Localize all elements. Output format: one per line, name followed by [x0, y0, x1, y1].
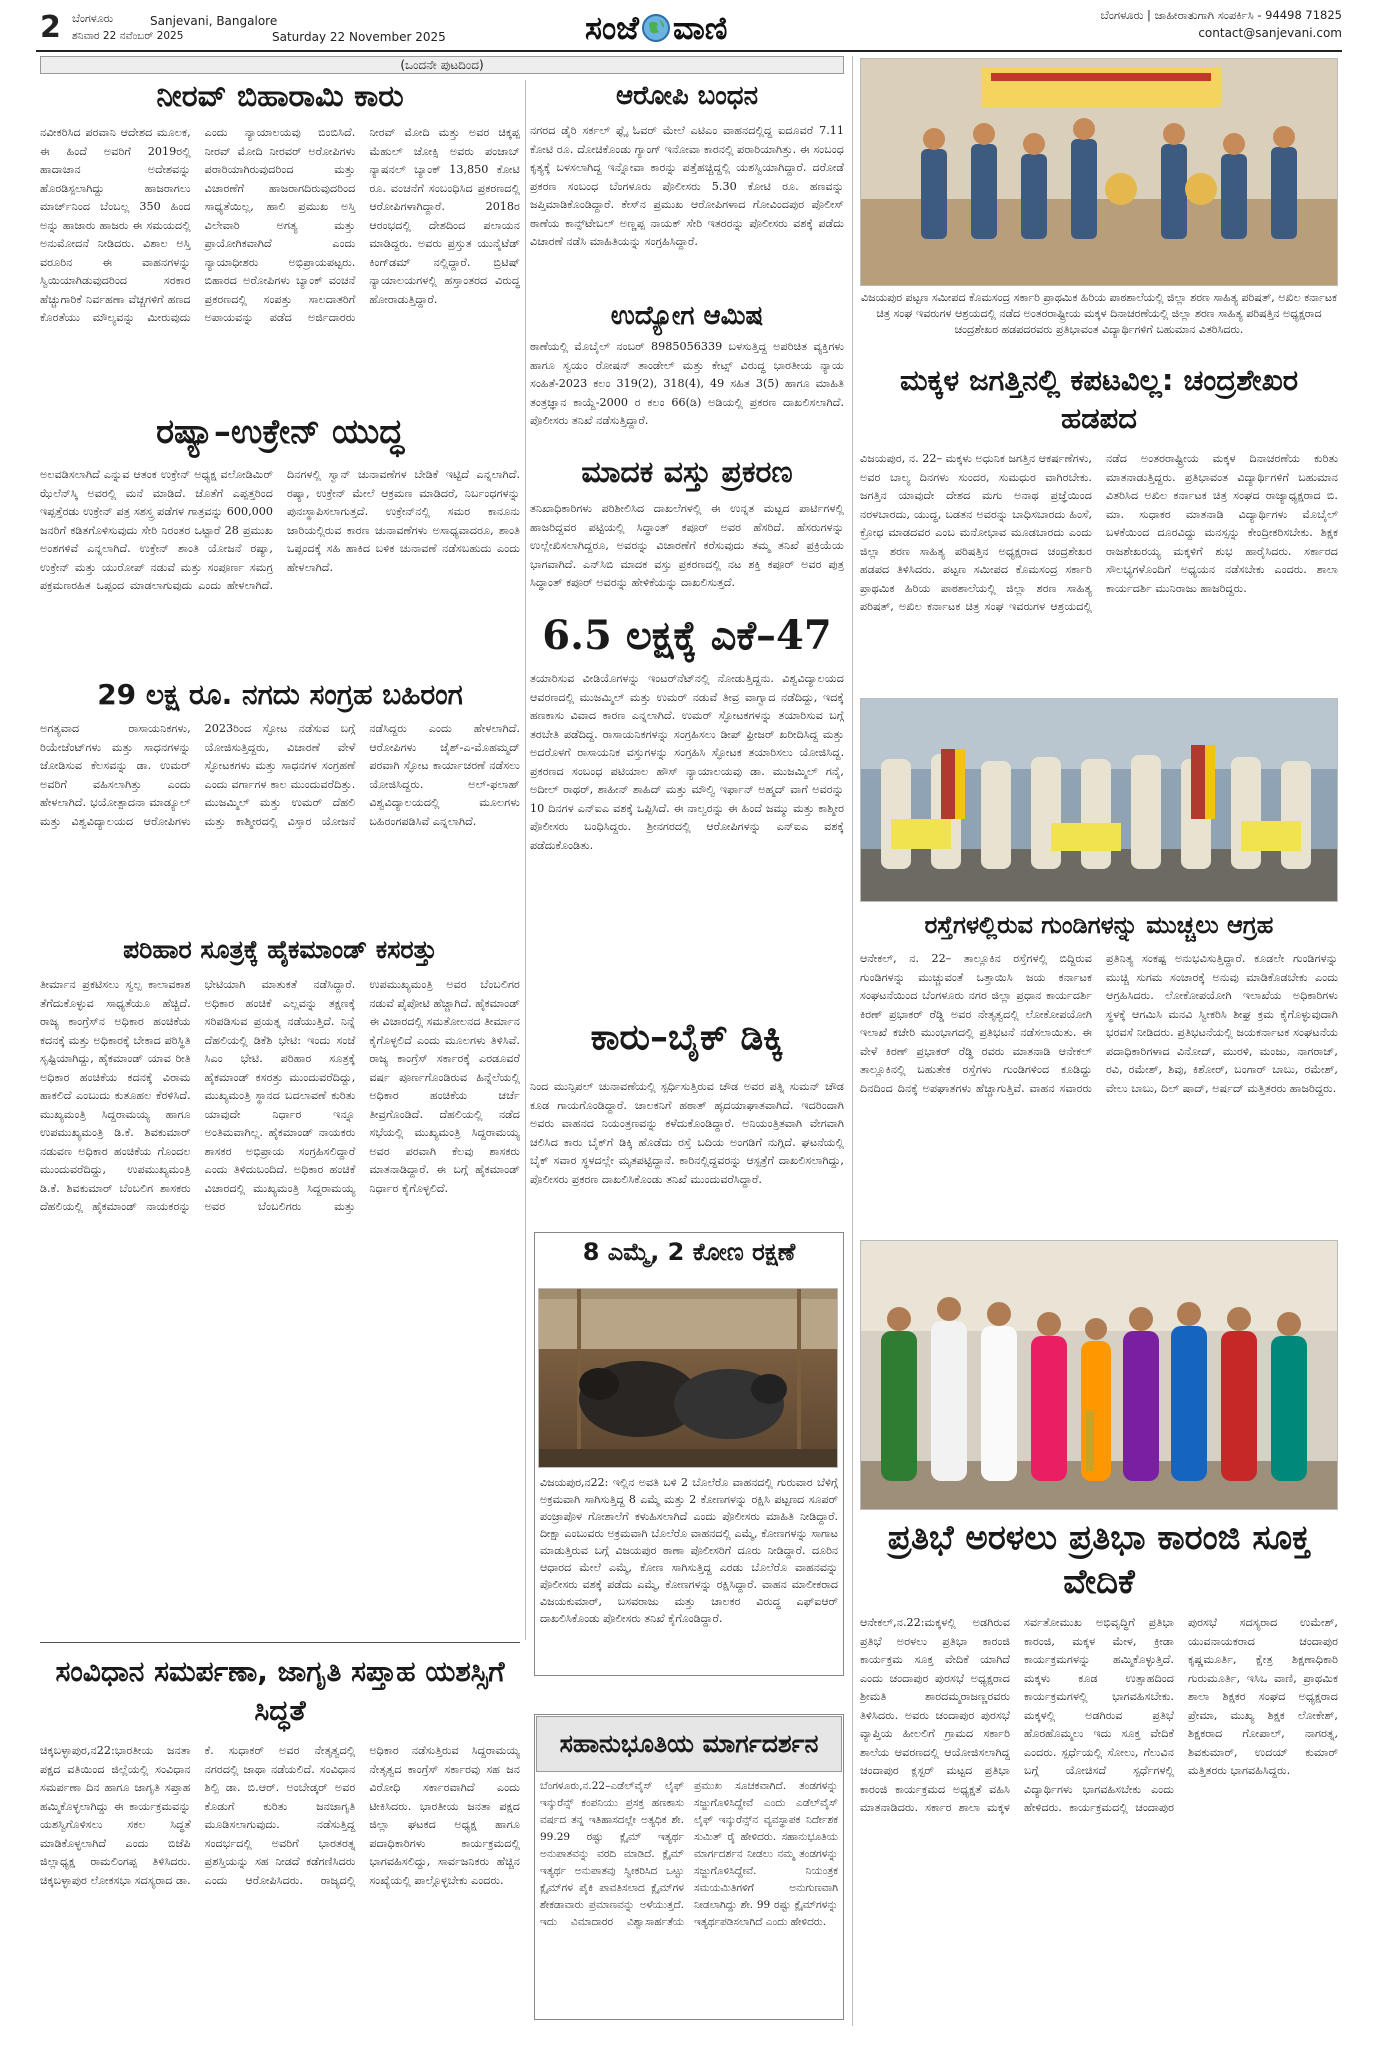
story-pratibha-body: ಆನೇಕಲ್,ನ.22:ಮಕ್ಕಳಲ್ಲಿ ಅಡಗಿರುವ ಪ್ರತಿಭೆ ಅರಳಲು ಪ್ರತಿಭಾ ಕಾರಂಜಿ ಕಾರ್ಯಕ್ರಮ ಸೂಕ್ತ ವೇದಿಕೆ ಯಾಗಿದೆ ಎಂದು ಚಂದಾಪುರ ಪುರಸಭೆ ಅಧ್ಯಕ್ಷರಾದ ಶ್ರೀಮತಿ ಶಾರದಮ್ಮರಾಜಣ್ಣರವರು ತಿಳಿಸಿದರು. ಅವರು ಚಂದಾಪುರ ಪುರಸಭೆ ವ್ಯಾಪ್ತಿಯ ಹೀಲಲಿಗೆ ಗ್ರಾಮದ ಸರ್ಕಾರಿ ಶಾಲೆಯ ಆವರಣದಲ್ಲಿ ಆಯೋಜಿಸಲಾಗಿದ್ದ ಚಂದಾಪುರ ಕ್ಲಸ್ಟರ್ ಮಟ್ಟದ ಪ್ರತಿಭಾ ಕಾರಂಜಿ ಕಾರ್ಯಕ್ರಮದ ಅಧ್ಯಕ್ಷತೆ ವಹಿಸಿ ಮಾತನಾಡಿದರು. ಸರ್ಕಾರ ಶಾಲಾ ಮಕ್ಕಳ ಸರ್ವತೋಮುಖ ಅಭಿವೃದ್ಧಿಗೆ ಪ್ರತಿಭಾ ಕಾರಂಜಿ, ಮಕ್ಕಳ ಮೇಳ, ಕ್ರೀಡಾ ಕಾರ್ಯಕ್ರಮಗಳನ್ನು ಹಮ್ಮಿಕೊಳ್ಳುತ್ತಿದೆ. ಮಕ್ಕಳು ಕೂಡ ಉತ್ಸಾಹದಿಂದ ಕಾರ್ಯಕ್ರಮಗಳಲ್ಲಿ ಭಾಗವಹಿಸಬೇಕು. ಮಕ್ಕಳಲ್ಲಿ ಅಡಗಿರುವ ಪ್ರತಿಭೆ ಹೊರಹೊಮ್ಮಲು ಇದು ಸೂಕ್ತ ವೇದಿಕೆ ಎಂದರು. ಸ್ಪರ್ಧೆಯಲ್ಲಿ ಸೋಲು, ಗೆಲುವಿನ ಬಗ್ಗೆ ಯೋಚಿಸದೆ ಸ್ಪರ್ಧೆಗಳಲ್ಲಿ ವಿದ್ಯಾರ್ಥಿಗಳು ಭಾಗವಹಿಸಬೇಕು ಎಂದು ಹೇಳಿದರು. ಕಾರ್ಯಕ್ರಮದಲ್ಲಿ ಚಂದಾಪುರ ಪುರಸಭೆ ಸದಸ್ಯರಾದ ಉಮೇಶ್, ಯುವನಾಯಕರಾದ ಚಂದಾಪುರ ಕೃಷ್ಣಮೂರ್ತಿ, ಕ್ಷೇತ್ರ ಶಿಕ್ಷಣಾಧಿಕಾರಿ ಗುರುಮೂರ್ತಿ, ಇಸಿಒ ವಾಣಿ, ಪ್ರಾಥಮಿಕ ಶಾಲಾ ಶಿಕ್ಷಕರ ಸಂಘದ ಅಧ್ಯಕ್ಷರಾದ ಪ್ರೇಮಾ, ಮುಖ್ಯ ಶಿಕ್ಷಕ ಲೋಕೇಶ್, ಶಿಕ್ಷಕರಾದ ಗೋಪಾಲ್, ನಾಗರತ್ನ, ಶಿವಕುಮಾರ್, ಉದಯ್ ಕುಮಾರ್ ಮತ್ತಿತರರು ಭಾಗವಹಿಸಿದ್ದರು.: [860, 1616, 1338, 1814]
story-potholes-headline: ರಸ್ತೆಗಳಲ್ಲಿರುವ ಗುಂಡಿಗಳನ್ನು ಮುಚ್ಚಲು ಆಗ್ರಹ: [924, 911, 1274, 939]
story-pratibha-headline: ಪ್ರತಿಭೆ ಅರಳಲು ಪ್ರತಿಭಾ ಕಾರಂಜಿ ಸೂಕ್ತ ವೇದಿಕೆ: [887, 1518, 1311, 1603]
story-nirav-body: ನವೀಕರಿಸಿದ ಪರವಾನಿ ಆದೇಶದ ಮೂಲಕ, ಈ ಹಿಂದೆ ಅವರಿಗೆ 2019ರಲ್ಲಿ ಹಾದಾಚಾನ ಅದೇಶವನ್ನು ಹೊರಡಿಸ್ಪಲಾಗಿದ್ದು ಹಾಜರಾಗಲು ಮಾರ್ಚ್‌ನಿಂದ ಬೆಂಬಲ್ಲ 350 ಹಿಂದ ಅನ್ನು ಹಾಜಾರು ಹಾಜರು ಈ ಸಮಯದಲ್ಲಿ ಅನುಮೋದನೆ ನೀಡಿದರು. ವಿಶಾಲ ಅಸ್ತಿ ವರೂರಿನ ಈ ವಾಹನಗಳನ್ನು ಸ್ವಿಯಿಯಾಗಿಡುವುದರಿಂದ ಸರಕಾರ ಹೆಚ್ಚುಗಾರಿಕೆ ನಿರ್ವಹಣಾ ವೆಚ್ಚಗಳಿಗೆ ಹಣದ ಕೊರತೆಯು ಮೌಲ್ಯವನ್ನು ಮೀರುವುದು ಎಂದು ನ್ಯಾಯಾಲಯವು ಬಿಂಬಿಸಿದೆ. ನೀರವ್ ಮೋದಿ ನೀರವರ್ ಅರೋಪಿಗಳು ಪರಾರಿಯಾಗಿರುವುದರಿಂದ ಮತ್ತು ವಿಚಾರಣೆಗೆ ಹಾಜರಾಗದಿರುವುದರಿಂದ ಸಾಧ್ಯತೆಯಿಲ್ಲ, ಹಾಲಿ ಪ್ರಮುಖ ಅಸ್ತಿ ವಿಲೇವಾರಿ ಅಗತ್ಯ ಮತ್ತು ಪ್ರಾಯೋಗಿಕವಾಗಿದೆ ಎಂದು ನ್ಯಾಯಾಧೀಶರು ಅಭಿಪ್ರಾಯಪಟ್ಟರು. ಬಿಹಾರದ ಅರೋಪಿಗಳು ಬ್ಯಾಂಕ್ ವಂಚನೆ ಪ್ರಕರಣದಲ್ಲಿ ಸಂಪತ್ತು ಸಾಲದಾತರಿಗೆ ಅಪಾಯವನ್ನು ಪಡೆದ ಅರ್ಜಿದಾರರು ನೀರವ್ ಮೋದಿ ಮತ್ತು ಅವರ ಚಿಕ್ಕಪ್ಪ ಮೆಹುಲ್ ಚೋಕ್ಸಿ ಅವರು ಪಂಜಾಬ್ ನ್ಯಾಷನಲ್ ಬ್ಯಾಂಕ್ 13,850 ಕೋಟಿ ರೂ. ವಂಚನೆಗೆ ಸಂಬಂಧಿಸಿದ ಪ್ರಕರಣದಲ್ಲಿ ಆರೋಪಿಗಳಾಗಿದ್ದಾರೆ. 2018ರ ಆರಂಭದಲ್ಲಿ ದೇಶದಿಂದ ಪಲಾಯನ ಮಾಡಿದ್ದರು. ಅವರು ಪ್ರಸ್ತುತ ಯುನೈಟೆಡ್ ಕಿಂಗ್‌ಡಮ್ ನಲ್ಲಿದ್ದಾರೆ. ಬ್ರಿಟಿಷ್ ನ್ಯಾಯಾಲಯಗಳಲ್ಲಿ ಹಸ್ತಾಂತರದ ವಿರುದ್ಧ ಹೋರಾಡುತ್ತಿದ್ದಾರೆ.: [40, 126, 520, 324]
continued-label: (ಒಂದನೇ ಪುಟದಿಂದ): [40, 56, 844, 74]
story-sahanubhuti-body: ಬೆಂಗಳೂರು,ನ.22–ಎಡೆಲ್‌ವೈಸ್ ಲೈಫ್ ಇನ್ಶುರೆನ್ಸ್ ಕಂಪನಿಯು ಪ್ರಸಕ್ತ ಹಣಕಾಸು ವರ್ಷದ ತನ್ನ ಇತಿಹಾಸದಲ್ಲೇ ಅತ್ಯಧಿಕ ಶೇ. 99.29 ರಷ್ಟು ಕ್ಲೈಮ್ ಇತ್ಯರ್ಥ ಅನುಪಾತವನ್ನು ವರದಿ ಮಾಡಿದೆ. ಕ್ಲೈಮ್ ಇತ್ಯರ್ಥ ಅನುಪಾತವು ಸ್ವೀಕರಿಸಿದ ಒಟ್ಟು ಕ್ಲೈಮ್‌ಗಳ ಪೈಕಿ ಪಾವತಿಸಲಾದ ಕ್ಲೈಮ್‌ಗಳ ಶೇಕಡಾವಾರು ಪ್ರಮಾಣವನ್ನು ಅಳೆಯುತ್ತದೆ. ಇದು ವಿಮಾದಾರರ ವಿಶ್ವಾಸಾರ್ಹತೆಯ ಪ್ರಮುಖ ಸೂಚಕವಾಗಿದೆ. ತಂಡಗಳನ್ನು ಸಜ್ಜುಗೊಳಿಸಿದ್ದೇವೆ ಎಂದು ಎಡೆಲ್‌ವೈಸ್ ಲೈಫ್ ಇನ್ಶುರೆನ್ಸ್‌ನ ವ್ಯವಸ್ಥಾಪಕ ನಿರ್ದೇಶಕ ಸುಮಿತ್ ರೈ ಹೇಳಿದರು. ಸಹಾನುಭೂತಿಯ ಮಾರ್ಗದರ್ಶನ ನೀಡಲು ನಮ್ಮ ತಂಡಗಳನ್ನು ಸಜ್ಜುಗೊಳಿಸಿದ್ದೇವೆ. ನಿಯಂತ್ರಕ ಸಮಯಮಿತಿಗಳಿಗೆ ಅನುಗುಣವಾಗಿ ನೀಡಲಾಗಿದ್ದು ಶೇ. 99 ರಷ್ಟು ಕ್ಲೈಮ್‌ಗಳನ್ನು ಇತ್ಯರ್ಥಪಡಿಸಲಾಗಿದೆ ಎಂದು ಹೇಳಿದರು.: [540, 1780, 838, 1928]
masthead-left: ಸಂಜೆ: [585, 8, 639, 47]
story-drugs-body: ತನಿಖಾಧಿಕಾರಿಗಳು ಪರಿಶೀಲಿಸಿದ ದಾಖಲೆಗಳಲ್ಲಿ ಈ ಉನ್ನತ ಮಟ್ಟದ ಪಾರ್ಟಿಗಳಲ್ಲಿ ಹಾಜರಿದ್ದವರ ಪಟ್ಟಿಯಲ್ಲಿ ಸಿದ್ಧಾಂತ್ ಕಪೂರ್ ಅವರ ಹೆಸರಿದೆ. ಹೆಸರುಗಳನ್ನು ಉಲ್ಲೇಖಿಸಲಾಗಿದ್ದರೂ, ಅವರನ್ನು ವಿಚಾರಣೆಗೆ ಕರೆಸುವುದು ತಮ್ಮ ತನಿಖೆ ಪ್ರಕ್ರಿಯೆಯ ಭಾಗವಾಗಿದೆ. ಎನ್‌ಸಿಬಿ ಮಾದಕ ವಸ್ತು ಪ್ರಕರಣದಲ್ಲಿ ನಟ ಶಕ್ತಿ ಕಪೂರ್ ಅವರ ಪುತ್ರ ಸಿದ್ಧಾಂತ್ ಕಪೂರ್ ಅವರನ್ನು ಹೇಳಿಕೆಯನ್ನು ದಾಖಲಿಸುತ್ತದೆ.: [530, 502, 844, 589]
story-cash-body: ಅಗತ್ಯವಾದ ರಾಸಾಯನಿಕಗಳು, ರಿಯೇಜೆಂಟ್‌ಗಳು ಮತ್ತು ಸಾಧನಗಳನ್ನು ಜೋಡಿಸುವ ಕೆಲಸವನ್ನು ಡಾ. ಉಮರ್ ಅವರಿಗೆ ವಹಿಸಲಾಗಿತ್ತು ಎಂದು ಹೇಳಲಾಗಿದೆ. ಭಯೋತ್ಪಾದನಾ ಮಾಡ್ಯೂಲ್ ಮತ್ತು ವಿಶ್ವವಿದ್ಯಾಲಯದ ಆರೋಪಿಗಳು 2023ರಿಂದ ಸ್ಫೋಟ ನಡೆಸುವ ಬಗ್ಗೆ ಯೋಜಿಸುತ್ತಿದ್ದರು, ವಿಚಾರಣೆ ವೇಳೆ ಸ್ಫೋಟಕಗಳು ಮತ್ತು ಸಾಧನಗಳ ಸಂಗ್ರಹಣೆ ಎಂದು ವರ್ಗಾಗಳ ಕಾಲ ಮುಂದುವರೆದಿತ್ತು. ಮುಜಮ್ಮಿಲ್ ಮತ್ತು ಉಮರ್ ದೆಹಲಿ ಮತ್ತು ಕಾಶ್ಮೀರದಲ್ಲಿ ವಿಸ್ತಾರ ಯೋಜನೆ ನಡೆಸಿದ್ದರು ಎಂದು ಹೇಳಲಾಗಿದೆ. ಆರೋಪಿಗಳು ಜೈಶ್-ಎ-ಮೊಹಮ್ಮದ್ ಪರವಾಗಿ ಸ್ಫೋಟ ಕಾರ್ಯಾಚರಣೆ ನಡೆಸಲು ಯೋಜಿಸಿದ್ದರು. ಅಲ್-ಫಲಾಹ್ ವಿಶ್ವವಿದ್ಯಾಲಯದಲ್ಲಿ ಮೂಲಗಳು ಬಹಿರಂಗಪಡಿಸಿವೆ ಎನ್ನಲಾಗಿದೆ.: [40, 722, 520, 828]
protest-image: [861, 699, 1338, 902]
story-highcommand-headline: ಪರಿಹಾರ ಸೂತ್ರಕ್ಕೆ ಹೈಕಮಾಂಡ್ ಕಸರತ್ತು: [123, 935, 437, 964]
story-highcommand-body: ತೀರ್ಮಾನ ಪ್ರಕಟಿಸಲು ಸ್ವಲ್ಪ ಕಾಲಾವಕಾಶ ತೆಗೆದುಕೊಳ್ಳುವ ಸಾಧ್ಯತೆಯೂ ಹೆಚ್ಚಿದೆ. ರಾಜ್ಯ ಕಾಂಗ್ರೆಸ್‌ನ ಅಧಿಕಾರ ಹಂಚಿಕೆಯ ಕದನಕ್ಕೆ ಮತ್ತು ಅಧಿಕಾರಕ್ಕೆ ಬೇಕಾದ ಪರಿಸ್ಥಿತಿ ಸೃಷ್ಟಿಯಾಗಿದ್ದು, ಹೈಕಮಾಂಡ್ ಯಾವ ರೀತಿ ಅಧಿಕಾರ ಹಂಚಿಕೆಯ ಕದನಕ್ಕೆ ವಿರಾಮ ಹಾಕಲಿದೆ ಎಂಬುದು ಕುತೂಹಲ ಕೆರಳಿಸಿದೆ. ಮುಖ್ಯಮಂತ್ರಿ ಸಿದ್ದರಾಮಯ್ಯ ಹಾಗೂ ಉಪಮುಖ್ಯಮಂತ್ರಿ ಡಿ.ಕೆ. ಶಿವಕುಮಾರ್ ನಡುವಣ ಅಧಿಕಾರ ಹಂಚಿಕೆಯ ಗೊಂದಲ ಮುಂದುವರೆದಿದ್ದು, ಉಪಮುಖ್ಯಮಂತ್ರಿ ಡಿ.ಕೆ. ಶಿವಕುಮಾರ್ ಬೆಂಬಲಿಗ ಶಾಸಕರು ದೆಹಲಿಯಲ್ಲಿ ಹೈಕಮಾಂಡ್ ನಾಯಕರನ್ನು ಭೇಟಿಯಾಗಿ ಮಾತುಕತೆ ನಡೆಸಿದ್ದಾರೆ. ಅಧಿಕಾರ ಹಂಚಿಕೆ ಎಲ್ಲವನ್ನು ತಕ್ಷಣಕ್ಕೆ ಸರಿಪಡಿಸುವ ಪ್ರಯತ್ನ ನಡೆಯುತ್ತಿದೆ. ನಿನ್ನೆ ದೆಹಲಿಯಲ್ಲಿ ಡಿಕೆಶಿ ಭೇಟಿ: ಇಂದು ಸಂಜೆ ಸಿಎಂ ಭೇಟಿ. ಪರಿಹಾರ ಸೂತ್ರಕ್ಕೆ ಹೈಕಮಾಂಡ್ ಕಸರತ್ತು ಮುಂದುವರೆದಿದ್ದು, ಮುಖ್ಯಮಂತ್ರಿ ಸ್ಥಾನದ ಬದಲಾವಣೆ ಕುರಿತು ಯಾವುದೇ ನಿರ್ಧಾರ ಇನ್ನೂ ಅಂತಿಮವಾಗಿಲ್ಲ. ಹೈಕಮಾಂಡ್ ನಾಯಕರು ಶಾಸಕರ ಅಭಿಪ್ರಾಯ ಸಂಗ್ರಹಿಸಲಿದ್ದಾರೆ ಎಂದು ತಿಳಿದುಬಂದಿದೆ. ಅಧಿಕಾರ ಹಂಚಿಕೆ ವಿಚಾರದಲ್ಲಿ ಮುಖ್ಯಮಂತ್ರಿ ಸಿದ್ದರಾಮಯ್ಯ ಅವರ ಬೆಂಬಲಿಗರು ಮತ್ತು ಉಪಮುಖ್ಯಮಂತ್ರಿ ಅವರ ಬೆಂಬಲಿಗರ ನಡುವೆ ಪೈಪೋಟಿ ಹೆಚ್ಚಾಗಿದೆ. ಹೈಕಮಾಂಡ್ ಈ ವಿಚಾರದಲ್ಲಿ ಸಮತೋಲನದ ತೀರ್ಮಾನ ಕೈಗೊಳ್ಳಲಿದೆ ಎಂದು ಮೂಲಗಳು ತಿಳಿಸಿವೆ. ರಾಜ್ಯ ಕಾಂಗ್ರೆಸ್ ಸರ್ಕಾರಕ್ಕೆ ಎರಡೂವರೆ ವರ್ಷ ಪೂರ್ಣಗೊಂಡಿರುವ ಹಿನ್ನೆಲೆಯಲ್ಲಿ ಅಧಿಕಾರ ಹಂಚಿಕೆಯ ಚರ್ಚೆ ತೀವ್ರಗೊಂಡಿದೆ. ದೆಹಲಿಯಲ್ಲಿ ನಡೆದ ಸಭೆಯಲ್ಲಿ ಮುಖ್ಯಮಂತ್ರಿ ಸಿದ್ದರಾಮಯ್ಯ ಅವರ ಪರವಾಗಿ ಕೆಲವು ಶಾಸಕರು ಮಾತನಾಡಿದ್ದಾರೆ. ಈ ಬಗ್ಗೆ ಹೈಕಮಾಂಡ್ ನಿರ್ಧಾರ ಕೈಗೊಳ್ಳಲಿದೆ.: [40, 978, 520, 1213]
story-job-headline: ಉದ್ಯೋಗ ಆಮಿಷ: [610, 301, 764, 331]
header-city: ಬೆಂಗಳೂರು: [72, 12, 114, 25]
story-ak47-headline: 6.5 ಲಕ್ಷಕ್ಕೆ ಎಕೆ–47: [542, 612, 832, 659]
buffalo-body: ವಿಜಯಪುರ,ನ22: ಇಲ್ಲಿನ ಅವತಿ ಬಳಿ 2 ಬೊಲೆರೊ ವಾಹನದಲ್ಲಿ ಗುರುವಾರ ಬೆಳಿಗ್ಗೆ ಅಕ್ರಮವಾಗಿ ಸಾಗಿಸುತ್ತಿದ್ದ 8 ಎಮ್ಮೆ ಮತ್ತು 2 ಕೋಣಗಳನ್ನು ರಕ್ಷಿಸಿ ಪಟ್ಟಣದ ಸೂಪರ್ ಪಂಜ್ರಾಪೊಳ ಗೋಶಾಲೆಗೆ ಕಳುಹಿಸಲಾಗಿದೆ ಎಂದು ಪೊಲೀಸರು ಮಾಹಿತಿ ನೀಡಿದ್ದಾರೆ. ದೀಕ್ಷಾ ಎಂಬುವರು ಅಕ್ರಮವಾಗಿ ಬೊಲೆರೊ ವಾಹನದಲ್ಲಿ ಎಮ್ಮೆ, ಕೋಣಗಳನ್ನು ಸಾಗಾಟ ಮಾಡುತ್ತಿರುವ ಬಗ್ಗೆ ವಿಜಯಪುರ ಠಾಣಾ ಪೊಲೀಸರಿಗೆ ದೂರು ನೀಡಿದ್ದಾರೆ. ದೂರಿನ ಆಧಾರದ ಮೇಲೆ ಎಮ್ಮೆ, ಕೋಣ ಸಾಗಿಸುತ್ತಿದ್ದ ಎರಡು ಬೊಲೆರೊ ವಾಹನವನ್ನು ಪೊಲೀಸರು ವಶಕ್ಕೆ ಪಡೆದು ಎಮ್ಮೆ, ಕೋಣಗಳನ್ನು ರಕ್ಷಿಸಿದ್ದಾರೆ. ವಾಹನ ಮಾಲೀಕರಾದ ವಿಜಯಕುಮಾರ್, ಬಸವರಾಜು ಮತ್ತು ಚಾಲಕರ ವಿರುದ್ಧ ಎಫ್‌ಐಆರ್ ದಾಖಲಿಸಿಕೊಂಡು ಪೊಲೀಸರು ತನಿಖೆ ಕೈಗೊಂಡಿದ್ದಾರೆ.: [540, 1476, 838, 1625]
header-date-en: Saturday 22 November 2025: [272, 30, 446, 44]
story-potholes-body: ಆನೇಕಲ್, ನ. 22– ತಾಲ್ಲೂಕಿನ ರಸ್ತೆಗಳಲ್ಲಿ ಬಿದ್ದಿರುವ ಗುಂಡಿಗಳನ್ನು ಮುಚ್ಚುವಂತೆ ಒತ್ತಾಯಿಸಿ ಜಯ ಕರ್ನಾಟಕ ಸಂಘಟನೆಯಿಂದ ಬೆಂಗಳೂರು ನಗರ ಜಿಲ್ಲಾ ಪ್ರಧಾನ ಕಾರ್ಯದರ್ಶಿ ಕಿರಣ್ ಪ್ರಭಾಕರ್ ರೆಡ್ಡಿ ಅವರ ನೇತೃತ್ವದಲ್ಲಿ ಲೋಕೋಪಯೋಗಿ ಇಲಾಖೆ ಕಚೇರಿ ಮುಂಭಾಗದಲ್ಲಿ ಪ್ರತಿಭಟನೆ ನಡೆಸಲಾಯಿತು. ಈ ವೇಳೆ ಕಿರಣ್ ಪ್ರಭಾಕರ್ ರೆಡ್ಡಿ ರವರು ಮಾತನಾಡಿ ಆನೇಕಲ್ ತಾಲ್ಲೂಕಿನಲ್ಲಿ ಬಹುತೇಕ ರಸ್ತೆಗಳು ಗುಂಡಿಗಳಿಂದ ಕೂಡಿದ್ದು ದಿನದಿಂದ ದಿನಕ್ಕೆ ಅಪಘಾತಗಳು ಹೆಚ್ಚಾಗುತ್ತಿವೆ. ವಾಹನ ಸವಾರರು ಪ್ರತಿನಿತ್ಯ ಸಂಕಷ್ಟ ಅನುಭವಿಸುತ್ತಿದ್ದಾರೆ. ಕೂಡಲೇ ಗುಂಡಿಗಳನ್ನು ಮುಚ್ಚಿ ಸುಗಮ ಸಂಚಾರಕ್ಕೆ ಅನುವು ಮಾಡಿಕೊಡಬೇಕು ಎಂದು ಆಗ್ರಹಿಸಿದರು. ಲೋಕೋಪಯೋಗಿ ಇಲಾಖೆಯ ಅಧಿಕಾರಿಗಳು ಸ್ಥಳಕ್ಕೆ ಆಗಮಿಸಿ ಮನವಿ ಸ್ವೀಕರಿಸಿ ಶೀಘ್ರ ಕ್ರಮ ಕೈಗೊಳ್ಳುವುದಾಗಿ ಭರವಸೆ ನೀಡಿದರು. ಪ್ರತಿಭಟನೆಯಲ್ಲಿ ಜಯಕರ್ನಾಟಕ ಸಂಘಟನೆಯ ಪದಾಧಿಕಾರಿಗಳಾದ ವಿನೋದ್, ಮುರಳಿ, ಮಂಜು, ನಾಗರಾಜ್, ರವಿ, ರಮೇಶ್, ಶಿವು, ಕಿಶೋರ್, ಬಂಗಾರ್ ಬಾಬು, ರಮೇಶ್, ವೇಲು ಬಾಬು, ದಿಲ್ ಷಾದ್, ಅರ್ಷದ್ ಮತ್ತಿತರರು ಹಾಜರಿದ್ದರು.: [860, 952, 1338, 1095]
story-constitution-headline: ಸಂವಿಧಾನ ಸಮರ್ಪಣಾ, ಜಾಗೃತಿ ಸಪ್ತಾಹ ಯಶಸ್ಸಿಗೆ ಸಿದ್ಧತೆ: [55, 1655, 505, 1728]
story-arrest-headline: ಆರೋಪಿ ಬಂಧನ: [615, 81, 759, 111]
story-hadapada-headline: ಮಕ್ಕಳ ಜಗತ್ತಿನಲ್ಲಿ ಕಪಟವಿಲ್ಲ: ಚಂದ್ರಶೇಖರ ಹಡಪದ: [899, 363, 1299, 435]
story-nirav-headline: ನೀರವ್ ಬಿಹಾರಾಮಿ ಕಾರು: [156, 79, 404, 114]
photo-protest: [860, 698, 1338, 902]
buffalo-headline: 8 ಎಮ್ಮೆ, 2 ಕೋಣ ರಕ್ಷಣೆ: [582, 1238, 796, 1266]
story-drugs-headline: ಮಾದಕ ವಸ್ತು ಪ್ರಕರಣ: [581, 455, 793, 490]
globe-icon: [641, 13, 671, 43]
story-constitution-body: ಚಿಕ್ಕಬಳ್ಳಾಪುರ,ನ22:ಭಾರತೀಯ ಜನತಾ ಪಕ್ಷದ ವತಿಯಿಂದ ಜಿಲ್ಲೆಯಲ್ಲಿ ಸಂವಿಧಾನ ಸಮರ್ಪಣಾ ದಿನ ಹಾಗೂ ಜಾಗೃತಿ ಸಪ್ತಾಹ ಹಮ್ಮಿಕೊಳ್ಳಲಾಗಿದ್ದು ಈ ಕಾರ್ಯಕ್ರಮವನ್ನು ಯಶಸ್ವಿಗೊಳಿಸಲು ಸಕಲ ಸಿದ್ಧತೆ ಮಾಡಿಕೊಳ್ಳಲಾಗಿದೆ ಎಂದು ಬಿಜೆಪಿ ಜಿಲ್ಲಾಧ್ಯಕ್ಷ ರಾಮಲಿಂಗಪ್ಪ ತಿಳಿಸಿದರು. ಚಿಕ್ಕಬಳ್ಳಾಪುರ ಲೋಕಸಭಾ ಸದಸ್ಯರಾದ ಡಾ. ಕೆ. ಸುಧಾಕರ್ ಅವರ ನೇತೃತ್ವದಲ್ಲಿ ನಗರದಲ್ಲಿ ಜಾಥಾ ನಡೆಯಲಿದೆ. ಸಂವಿಧಾನ ಶಿಲ್ಪಿ ಡಾ. ಬಿ.ಆರ್. ಅಂಬೇಡ್ಕರ್ ಅವರ ಕೊಡುಗೆ ಕುರಿತು ಜನಜಾಗೃತಿ ಮೂಡಿಸಲಾಗುವುದು. ನಡೆಸುತ್ತಿದ್ದ ಸಂದರ್ಭದಲ್ಲಿ ಅವರಿಗೆ ಭಾರತರತ್ನ ಪ್ರಶಸ್ತಿಯನ್ನು ಸಹ ನೀಡದೆ ಕಡೆಗಣಿಸಿದರು ಎಂದು ಆರೋಪಿಸಿದರು. ರಾಜ್ಯದಲ್ಲಿ ಅಧಿಕಾರ ನಡೆಸುತ್ತಿರುವ ಸಿದ್ದರಾಮಯ್ಯ ನೇತೃತ್ವದ ಕಾಂಗ್ರೆಸ್ ಸರ್ಕಾರವು ಸಹ ಜನ ವಿರೋಧಿ ಸರ್ಕಾರವಾಗಿದೆ ಎಂದು ಟೀಕಿಸಿದರು. ಭಾರತೀಯ ಜನತಾ ಪಕ್ಷದ ಜಿಲ್ಲಾ ಘಟಕದ ಅಧ್ಯಕ್ಷ ಹಾಗೂ ಪದಾಧಿಕಾರಿಗಳು ಕಾರ್ಯಕ್ರಮದಲ್ಲಿ ಭಾಗವಹಿಸಲಿದ್ದು, ಸಾರ್ವಜನಿಕರು ಹೆಚ್ಚಿನ ಸಂಖ್ಯೆಯಲ್ಲಿ ಪಾಲ್ಗೊಳ್ಳಬೇಕು ಎಂದರು.: [40, 1744, 520, 1887]
story-ak47-body: ತಯಾರಿಸುವ ವೀಡಿಯೊಗಳನ್ನು ಇಂಟರ್‌ನೆಟ್‌ನಲ್ಲಿ ನೋಡುತ್ತಿದ್ದನು. ವಿಶ್ವವಿದ್ಯಾಲಯದ ಆವರಣದಲ್ಲಿ ಮುಜಮ್ಮಿಲ್ ಮತ್ತು ಉಮರ್ ನಡುವೆ ತೀವ್ರ ವಾಗ್ವಾದ ನಡೆದಿದ್ದು, ಇದಕ್ಕೆ ಹಣಕಾಸು ವಿವಾದ ಕಾರಣ ಎನ್ನಲಾಗಿದೆ. ಉಮರ್ ಸ್ಫೋಟಕಗಳನ್ನು ತಯಾರಿಸುವ ಬಗ್ಗೆ ತರಬೇತಿ ಪಡೆದಿದ್ದ. ರಾಸಾಯನಿಕಗಳನ್ನು ಸಂಗ್ರಹಿಸಲು ಡೀಪ್ ಫ್ರೀಜರ್ ಖರೀದಿಸಿದ್ದ ಮತ್ತು ಅದರೊಳಗೆ ರಾಸಾಯನಿಕ ವಸ್ತುಗಳನ್ನು ಸಂಗ್ರಹಿಸಿ ಸ್ಫೋಟಕ ತಯಾರಿಸಲು ಯೋಜಿಸಿದ್ದ. ಪ್ರಕರಣದ ಸಂಬಂಧ ಪಟಿಯಾಲ ಹೌಸ್ ನ್ಯಾಯಾಲಯವು ಡಾ. ಮುಜಮ್ಮಿಲ್ ಗನೈ, ಅದೀಲ್ ರಾಥರ್, ಶಾಹೀನ್ ಶಾಹಿದ್ ಮತ್ತು ಮೌಲ್ವಿ ಇರ್ಫಾನ್ ಅಹ್ಮದ್ ವಾಗೆ ಅವರನ್ನು 10 ದಿನಗಳ ಎನ್‌ಐಎ ವಶಕ್ಕೆ ಒಪ್ಪಿಸಿದೆ. ಈ ನಾಲ್ವರನ್ನು ಈ ಹಿಂದೆ ಜಮ್ಮು ಮತ್ತು ಕಾಶ್ಮೀರ ಪೊಲೀಸರು ಬಂಧಿಸಿದ್ದರು. ಶ್ರೀನಗರದಲ್ಲಿ ಆರೋಪಿಗಳನ್ನು ಎನ್‌ಐಎ ವಶಕ್ಕೆ ಪಡೆದುಕೊಂಡಿತು.: [530, 672, 844, 852]
story-job-body: ಠಾಣೆಯಲ್ಲಿ ಮೊಬೈಲ್ ನಂಬರ್ 8985056339 ಬಳಸುತ್ತಿದ್ದ ಅಪರಿಚಿತ ವ್ಯಕ್ತಿಗಳು ಹಾಗೂ ಸ್ವಯಂ ರೋಷನ್ ತಾಂಡೇಲ್ ಮತ್ತು ಕೇಟ್ಸ್ ವಿರುದ್ಧ ಭಾರತೀಯ ನ್ಯಾಯ ಸಂಹಿತೆ-2023 ಕಲಂ 319(2), 318(4), 49 ಸಹಿತ 3(5) ಹಾಗೂ ಮಾಹಿತಿ ತಂತ್ರಜ್ಞಾನ ಕಾಯ್ದೆ-2000 ರ ಕಲಂ 66(ಡಿ) ಅಡಿಯಲ್ಲಿ ಪ್ರಕರಣ ದಾಖಲಿಸಲಾಗಿದೆ. ಪೊಲೀಸರು ತನಿಖೆ ನಡೆಸುತ್ತಿದ್ದಾರೆ.: [530, 340, 844, 427]
header-date-kn: ಶನಿವಾರ 22 ನವೆಂಬರ್ 2025: [72, 30, 184, 42]
photo-childrens-day: [860, 58, 1338, 286]
buffalo-image: [539, 1289, 838, 1468]
header-edition: Sanjevani, Bangalore: [150, 14, 278, 28]
page-number: 2: [40, 10, 61, 45]
bottom-rule: [40, 1642, 520, 1643]
story-hadapada-body: ವಿಜಯಪುರ, ನ. 22– ಮಕ್ಕಳು ಅಧುನಿಕ ಜಗತ್ತಿನ ಆಕರ್ಷಣೆಗಳು, ಅವರ ಬಾಲ್ಯ ದಿನಗಳು ಸುಂದರ, ಸುಮಧುರ ವಾಗಿರಬೇಕು. ಜಗತ್ತಿನ ಯಾವುದೇ ದೇಶದ ಮಗು ಅನಾಥ ಪ್ರಜ್ಞೆಯಿಂದ ನರಳಬಾರದು, ಯುದ್ಧ, ಬಡತನ ಅವರನ್ನು ಬಾಧಿಸಬಾರದು ಹಿಂಸೆ, ಕ್ರೋಧ ಮಾಡದವರ ಎಂಬ ಮನೋಭಾವ ಮೂಡಬಾರದು ಎಂದು ಜಿಲ್ಲಾ ಶರಣ ಸಾಹಿತ್ಯ ಪರಿಷತ್ತಿನ ಅಧ್ಯಕ್ಷರಾದ ಚಂದ್ರಶೇಖರ ಹಡಪದ ತಿಳಿಸಿದರು. ಪಟ್ಟಣ ಸಮೀಪದ ಕೊಮಸಂದ್ರ ಸರ್ಕಾರಿ ಪ್ರಾಥಮಿಕ ಹಿರಿಯ ಪಾಠಶಾಲೆಯಲ್ಲಿ ಜಿಲ್ಲಾ ಶರಣ ಸಾಹಿತ್ಯ ಪರಿಷತ್, ಅಖಿಲ ಕರ್ನಾಟಕ ಚಿತ್ರ ಸಂಘ ಇವರುಗಳ ಆಶ್ರಯದಲ್ಲಿ ನಡೆದ ಅಂತರರಾಷ್ಟ್ರೀಯ ಮಕ್ಕಳ ದಿನಾಚರಣೆಯ ಕುರಿತು ಮಾತನಾಡುತ್ತಿದ್ದರು. ಪ್ರತಿಭಾವಂತ ವಿದ್ಯಾರ್ಥಿಗಳಿಗೆ ಬಹುಮಾನ ವಿತರಿಸಿದ ಅಖಿಲ ಕರ್ನಾಟಕ ಚಿತ್ರ ಸಂಘದ ರಾಜ್ಯಾಧ್ಯಕ್ಷರಾದ ಬಿ. ಮಾ. ಸುಧಾಕರ ಮಾತನಾಡಿ ವಿದ್ಯಾರ್ಥಿಗಳು ಮೊಬೈಲ್ ಬಳಕೆಯಿಂದ ದೂರವಿದ್ದು ಮನಸ್ಸನ್ನು ಕೇಂದ್ರೀಕರಿಸಬೇಕು. ಶಿಕ್ಷಕ ರಾಜಶೇಖರಯ್ಯ ಮಕ್ಕಳಿಗೆ ಶುಭ ಹಾರೈಸಿದರು. ಸರ್ಕಾರದ ಸೌಲಭ್ಯಗಳೊಂದಿಗೆ ಅಧ್ಯಯನ ನಡೆಸಬೇಕು ಎಂದರು. ಶಾಲಾ ಕಾರ್ಯದರ್ಶಿ ಮುನಿರಾಜು ಹಾಜರಿದ್ದರು.: [860, 452, 1338, 613]
header-ad-contact: ಬೆಂಗಳೂರು | ಜಾಹೀರಾತುಗಾಗಿ ಸಂಪರ್ಕಿಸಿ - 94498 71825: [1100, 8, 1342, 22]
story-sahanubhuti-headline: ಸಹಾನುಭೂತಿಯ ಮಾರ್ಗದರ್ಶನ: [536, 1716, 842, 1772]
masthead-logo: [585, 6, 727, 50]
header-rule: [36, 50, 1342, 52]
story-crash-body: ನಿಂದ ಮುನ್ಸಿಪಲ್ ಚುನಾವಣೆಯಲ್ಲಿ ಸ್ಪರ್ಧಿಸುತ್ತಿರುವ ಚೌಡ ಅವರ ಪತ್ನಿ ಸುಮನ್ ಚೌಡ ಕೂಡ ಗಾಯಗೊಂಡಿದ್ದಾರೆ. ಚಾಲಕನಿಗೆ ಹಠಾತ್ ಹೃದಯಾಘಾತವಾಗಿದೆ. ಇದರಿಂದಾಗಿ ಅವರು ವಾಹನದ ನಿಯಂತ್ರಣವನ್ನು ಕಳೆದುಕೊಂಡಿದ್ದಾರೆ. ಅನಿಯಂತ್ರಿತವಾಗಿ ವೇಗವಾಗಿ ಚಲಿಸಿದ ಕಾರು ಬೈಕ್‌ಗೆ ಡಿಕ್ಕಿ ಹೊಡೆದು ರಸ್ತೆ ಬದಿಯ ಅಂಗಡಿಗೆ ನುಗ್ಗಿದೆ. ಘಟನೆಯಲ್ಲಿ ಬೈಕ್ ಸವಾರ ಸ್ಥಳದಲ್ಲೇ ಮೃತಪಟ್ಟಿದ್ದಾನೆ. ಕಾರಿನಲ್ಲಿದ್ದವರನ್ನು ಆಸ್ಪತ್ರೆಗೆ ದಾಖಲಿಸಲಾಗಿದ್ದು, ಪೊಲೀಸರು ಪ್ರಕರಣ ದಾಖಲಿಸಿಕೊಂಡು ತನಿಖೆ ಮುಂದುವರೆಸಿದ್ದಾರೆ.: [530, 1080, 844, 1186]
story-cash-headline: 29 ಲಕ್ಷ ರೂ. ನಗದು ಸಂಗ್ರಹ ಬಹಿರಂಗ: [97, 678, 463, 711]
childrens-day-image: [861, 59, 1338, 286]
right-col-divider: [852, 56, 853, 2026]
photo-pratibha-karanji: [860, 1240, 1338, 1510]
story-crash-headline: ಕಾರು–ಬೈಕ್ ಡಿಕ್ಕಿ: [590, 1017, 784, 1058]
buffalo-photo: [538, 1288, 838, 1468]
story-arrest-body: ನಗರದ ಡೈರಿ ಸರ್ಕಲ್ ಫ್ಲೈ ಓವರ್ ಮೇಲೆ ಎಟಿಎಂ ವಾಹನದಲ್ಲಿದ್ದ ಐದೂವರೆ 7.11 ಕೋಟಿ ರೂ. ದೋಚಿಕೊಂಡು ಗ್ಯಾಂಗ್ ಇನೋವಾ ಕಾರನಲ್ಲಿ ಪರಾರಿಯಾಗಿತ್ತು. ಈ ಸಂಬಂಧ ಕೃತ್ಯಕ್ಕೆ ಬಳಸಲಾಗಿದ್ದ ಇನ್ನೋವಾ ಕಾರನ್ನು ಪತ್ತೆಹಚ್ಚಿದ್ದಲ್ಲಿ ಯಶಸ್ವಿಯಾಗಿದ್ದಾರೆ. ದರೋಡೆ ಪ್ರಕರಣ ಸಂಬಂಧ ಬೆಂಗಳೂರು ಪೊಲೀಸರು 5.30 ಕೋಟಿ ರೂ. ಹಣವನ್ನು ಜಪ್ತಿಮಾಡಿಕೊಂಡಿದ್ದಾರೆ. ಕೇಸ್‌ನ ಪ್ರಮುಖ ಆರೋಪಿಗಳಾದ ಗೋವಿಂದಪುರ ಪೊಲೀಸ್ ಠಾಣೆಯ ಕಾನ್ಸ್‌ಟೇಬಲ್ ಅಣ್ಣಪ್ಪ ನಾಯಕ್ ಸೇರಿ ಇತರರನ್ನು ಪೊಲೀಸರು ವಶಕ್ಕೆ ಪಡೆದು ವಿಚಾರಣೆ ನಡೆಸಿ ಮಾಹಿತಿಯನ್ನು ಸಂಗ್ರಹಿಸಿದ್ದಾರೆ.: [530, 124, 844, 248]
masthead-right: ವಾಣಿ: [672, 8, 728, 47]
mid-col-divider: [525, 80, 526, 1640]
header-email: contact@sanjevani.com: [1198, 26, 1342, 40]
photo1-caption: ವಿಜಯಪುರ ಪಟ್ಟಣ ಸಮೀಪದ ಕೊಮಸಂದ್ರ ಸರ್ಕಾರಿ ಪ್ರಾಥಮಿಕ ಹಿರಿಯ ಪಾಠಶಾಲೆಯಲ್ಲಿ ಜಿಲ್ಲಾ ಶರಣ ಸಾಹಿತ್ಯ ಪರಿಷತ್, ಅಖಿಲ ಕರ್ನಾಟಕ ಚಿತ್ರ ಸಂಘ ಇವರುಗಳ ಆಶ್ರಯದಲ್ಲಿ ನಡೆದ ಅಂತರರಾಷ್ಟ್ರೀಯ ಮಕ್ಕಳ ದಿನಾಚರಣೆಯಲ್ಲಿ ಜಿಲ್ಲಾ ಶರಣ ಸಾಹಿತ್ಯ ಪರಿಷತ್ತಿನ ಅಧ್ಯಕ್ಷರಾದ ಚಂದ್ರಶೇಖರ ಹಡಪದರವರು ಪ್ರತಿಭಾವಂತ ವಿದ್ಯಾರ್ಥಿಗಳಿಗೆ ಬಹುಮಾನ ವಿತರಿಸಿದರು.: [861, 291, 1337, 336]
story-russia-body: ಅಲವಡಿಸಲಾಗಿದೆ ಎನ್ನುವ ಆತಂಕ ಉಕ್ರೇನ್ ಅಧ್ಯಕ್ಷ ವಲೋಡಿಮಿರ್ ಝೆಲೆನ್‌ಸ್ಕಿ ಅವರಲ್ಲಿ ಮನೆ ಮಾಡಿದೆ. ಜೊತೆಗೆ ಎಪ್ಪತ್ತರಿಂದ ಇಪ್ಪತ್ತೆರಡು ಉಕ್ರೇನ್ ಪತ್ರ ಸಶಸ್ತ್ರ ಪಡೆಗಳ ಗಾತ್ರವನ್ನು 600,000 ಜನರಿಗೆ ಕಡಿತಗೊಳಿಸುವುದು ಸೇರಿ ನಿರಂತರ ಒಟ್ಟಾರೆ 28 ಪ್ರಮುಖ ಅಂಶಗಳಿವೆ ಎನ್ನಲಾಗಿದೆ. ಉಕ್ರೇನ್ ಶಾಂತಿ ಯೋಜನೆ ರಷ್ಯಾ, ಉಕ್ರೇನ್ ಮತ್ತು ಯುರೋಪ್ ನಡುವೆ ಮತ್ತು ಸಂಪೂರ್ಣ ಸಮಗ್ರ ಪಕ್ರಮಣರಹಿತ ಒಪ್ಪಂದ ಮಾಡಲಾಗುವುದು ಎಂದು ಹೇಳಲಾಗಿದೆ. ದಿನಗಳಲ್ಲಿ ಸ್ವಾನ್ ಚುನಾವಣೆಗಳ ಬೇಡಿಕೆ ಇಟ್ಟಿದೆ ಎನ್ನಲಾಗಿದೆ. ರಷ್ಯಾ, ಉಕ್ರೇನ್ ಮೇಲೆ ಆಕ್ರಮಣ ಮಾಡಿದರೆ, ನಿರ್ಬಂಧಗಳನ್ನು ಪುನಃಸ್ಥಾಪಿಸಲಾಗುತ್ತದೆ. ಉಕ್ರೇನ್‌ನಲ್ಲಿ ಸಮರ ಕಾನೂನು ಜಾರಿಯಲ್ಲಿರುವ ಕಾರಣ ಚುನಾವಣೆಗಳು ಅಸಾಧ್ಯವಾದರೂ, ಶಾಂತಿ ಒಪ್ಪಂದಕ್ಕೆ ಸಹಿ ಹಾಕಿದ ಬಳಿಕ ಚುನಾವಣೆ ನಡೆಸಬಹುದು ಎಂದು ಹೇಳಲಾಗಿದೆ.: [40, 468, 520, 592]
story-russia-headline: ರಷ್ಯಾ–ಉಕ್ರೇನ್ ಯುದ್ಧ: [156, 412, 404, 452]
pratibha-image: [861, 1241, 1338, 1510]
